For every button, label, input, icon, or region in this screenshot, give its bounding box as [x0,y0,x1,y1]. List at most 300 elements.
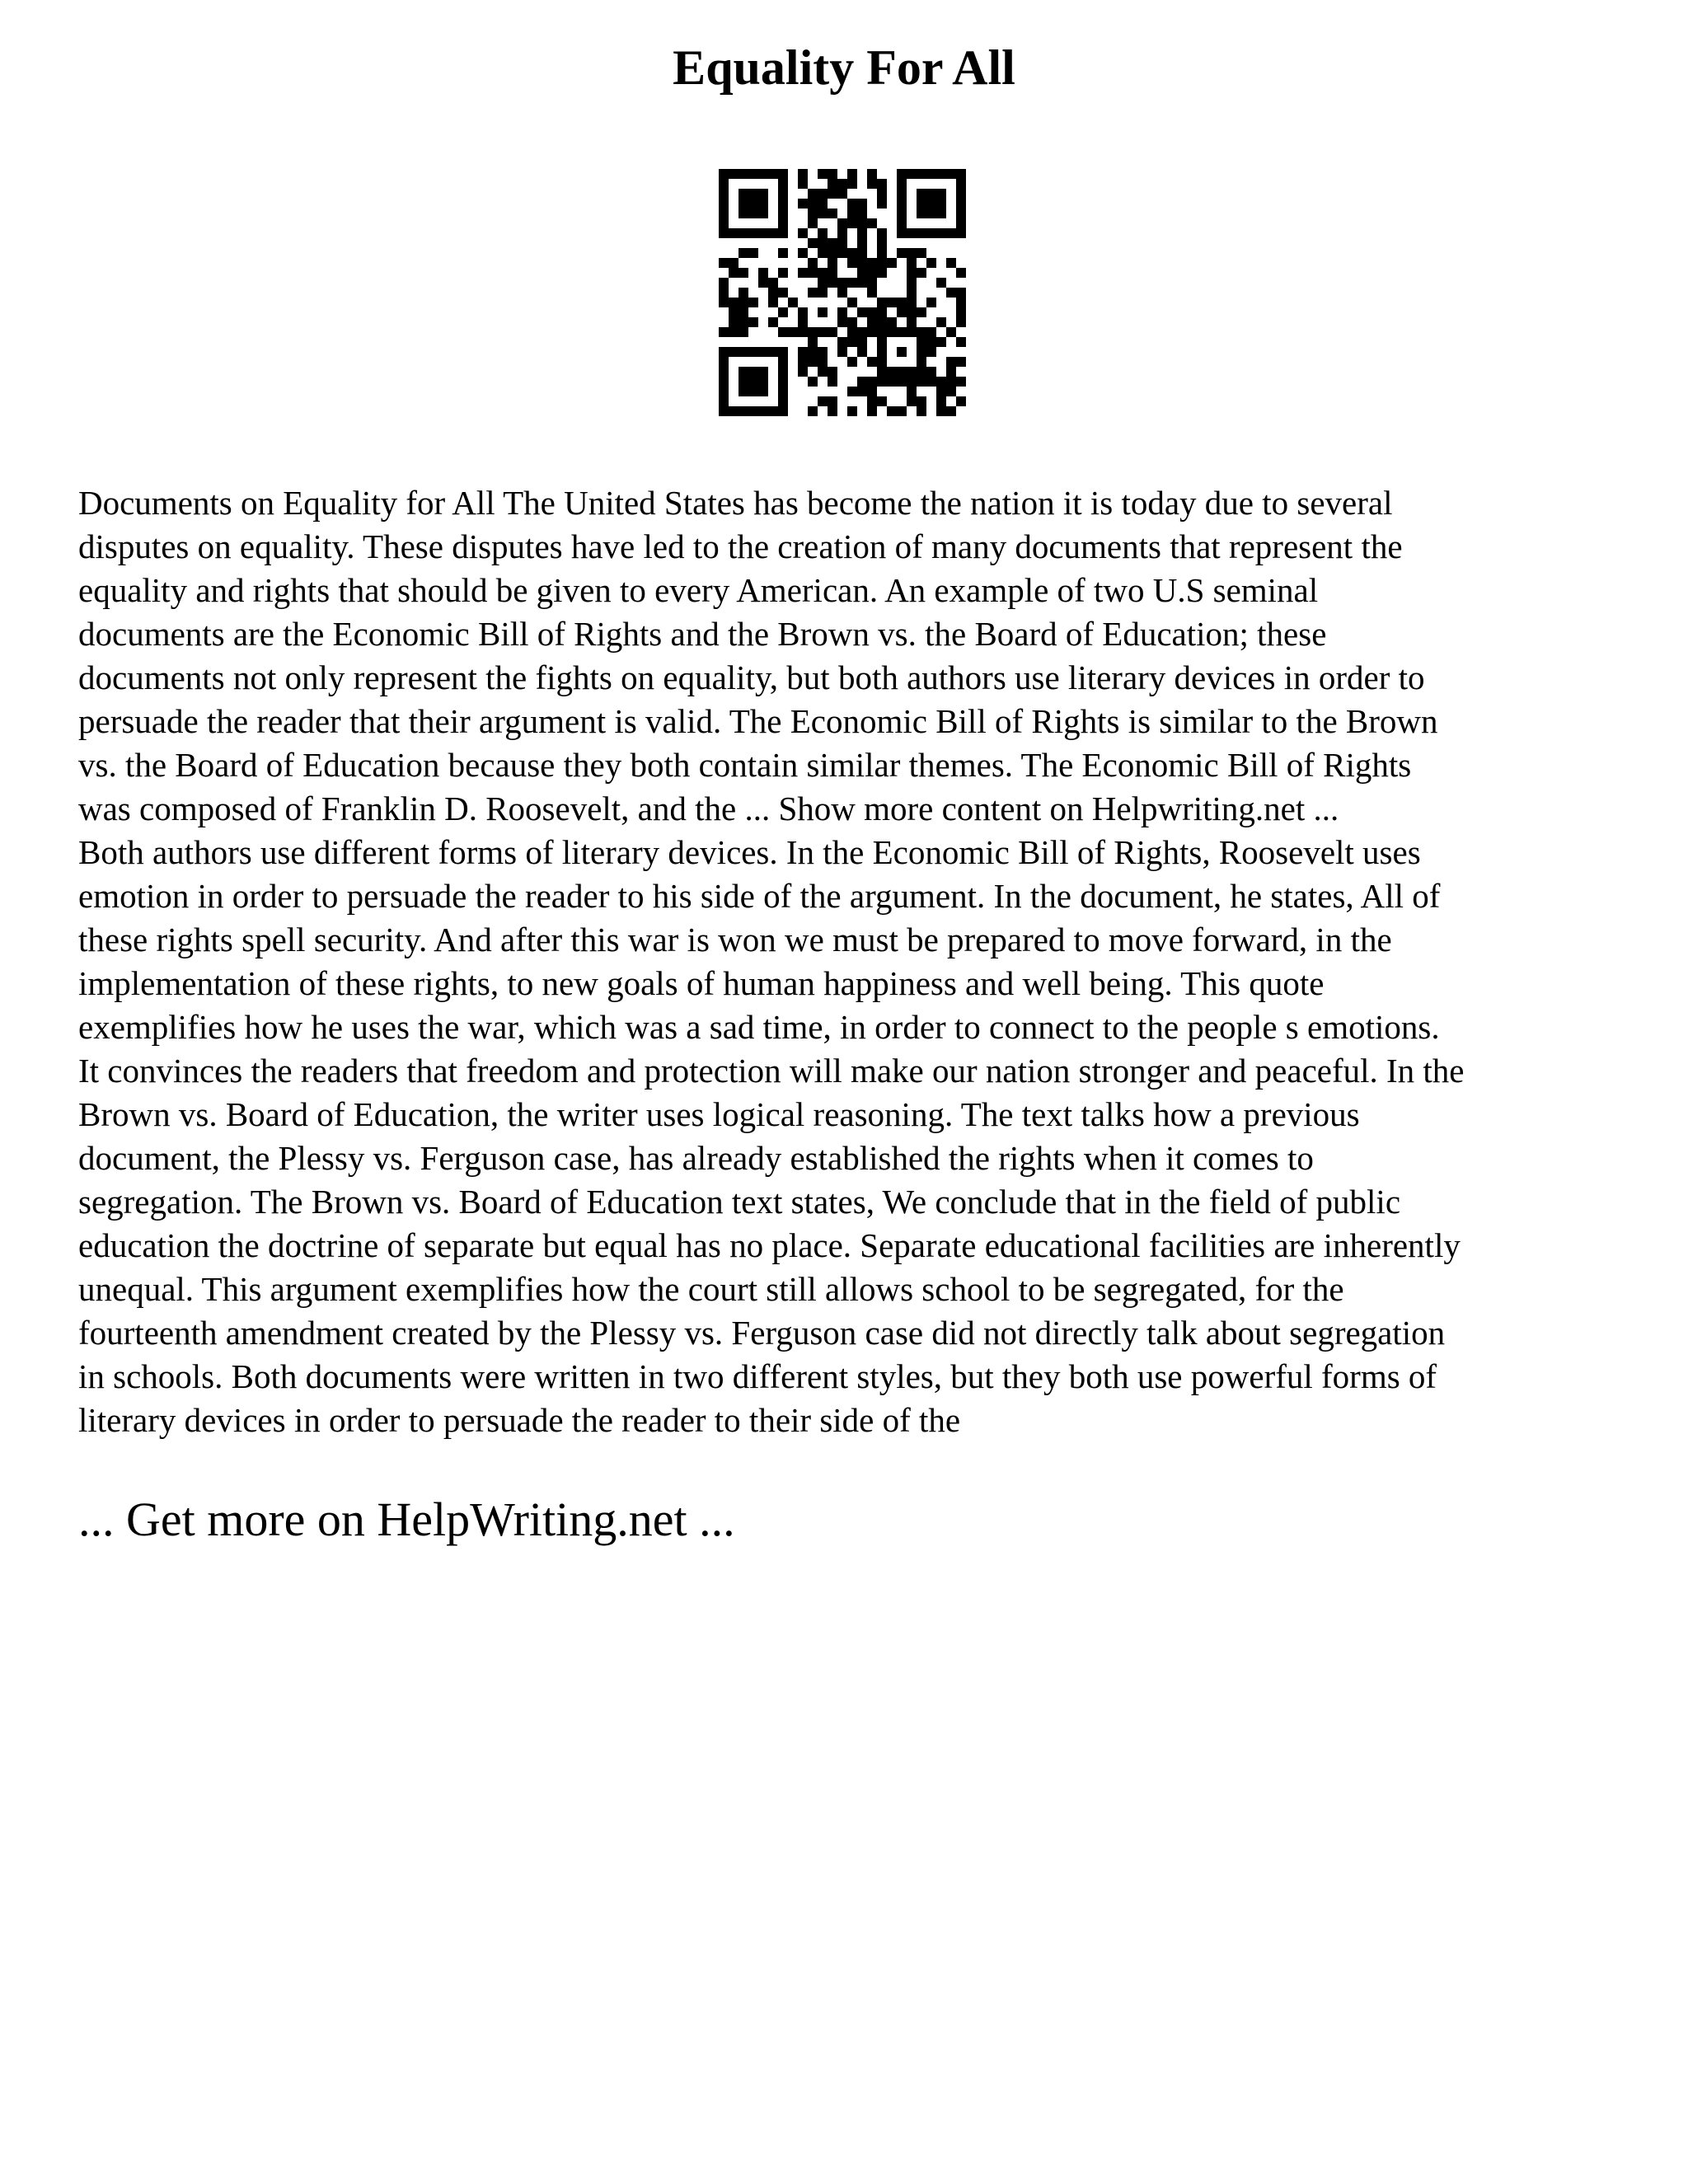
page-title: Equality For All [673,40,1015,95]
qr-module [867,218,877,228]
qr-module [917,268,926,278]
qr-module [818,278,828,288]
qr-module [926,169,936,179]
qr-module [788,298,798,307]
qr-module [956,268,966,278]
qr-module [926,228,936,238]
qr-module [748,169,758,179]
qr-module [917,367,926,377]
qr-module [758,377,768,387]
qr-module [956,199,966,209]
qr-module [778,248,788,258]
qr-module [768,228,778,238]
qr-module [719,209,729,218]
qr-module [887,406,897,416]
qr-module [956,218,966,228]
qr-module [956,377,966,387]
qr-module [877,258,887,268]
qr-module [837,307,847,317]
qr-module [897,248,907,258]
qr-module [719,377,729,387]
qr-module [926,298,936,307]
qr-module [738,387,748,396]
qr-module [867,387,877,396]
qr-module [738,288,748,298]
qr-module [887,327,897,337]
qr-module [877,357,887,367]
qr-module [748,367,758,377]
qr-module [907,307,917,317]
qr-module [946,357,956,367]
qr-module [917,337,926,347]
qr-module [857,377,867,387]
qr-module [729,347,738,357]
qr-module [808,327,818,337]
qr-module [778,367,788,377]
qr-module [936,406,946,416]
qr-module [758,228,768,238]
qr-module [798,248,808,258]
qr-module [738,377,748,387]
qr-module [946,377,956,387]
qr-module [877,268,887,278]
qr-module [758,199,768,209]
qr-module [818,199,828,209]
qr-module [729,298,738,307]
qr-module [828,406,837,416]
qr-module [857,248,867,258]
qr-module [877,367,887,377]
qr-module [946,327,956,337]
qr-module [738,347,748,357]
qr-module [936,228,946,238]
qr-module [907,317,917,327]
qr-module [818,238,828,248]
qr-module [847,317,857,327]
qr-module [778,189,788,199]
qr-module [828,189,837,199]
qr-module [738,169,748,179]
qr-module [877,317,887,327]
qr-module [729,169,738,179]
qr-module [828,367,837,377]
qr-module [828,169,837,179]
qr-module [917,327,926,337]
qr-module [798,367,808,377]
qr-module [857,327,867,337]
qr-module [748,248,758,258]
qr-module [917,169,926,179]
qr-module [778,327,788,337]
qr-module [907,367,917,377]
qr-module [877,199,887,209]
qr-module [788,327,798,337]
qr-module [956,307,966,317]
qr-module [917,307,926,317]
qr-module [758,268,768,278]
qr-module [758,347,768,357]
qr-module [877,238,887,248]
qr-module [808,268,818,278]
qr-module [887,367,897,377]
qr-module [808,357,818,367]
qr-module [828,377,837,387]
qr-module [877,307,887,317]
qr-module [956,189,966,199]
qr-module [867,396,877,406]
qr-module [818,288,828,298]
qr-module [729,406,738,416]
qr-module [778,268,788,278]
qr-code-icon[interactable] [719,169,966,416]
qr-module [828,258,837,268]
qr-module [897,169,907,179]
qr-module [857,258,867,268]
qr-module [738,228,748,238]
qr-module [808,377,818,387]
qr-module [778,406,788,416]
qr-module [887,298,897,307]
qr-module [936,396,946,406]
get-more-link[interactable]: ... Get more on HelpWriting.net ... [78,1493,735,1546]
qr-module [748,347,758,357]
qr-module [847,278,857,288]
qr-module [917,199,926,209]
qr-module [828,248,837,258]
qr-module [738,248,748,258]
qr-module [877,396,887,406]
qr-module [907,387,917,396]
qr-module [917,357,926,367]
qr-module [946,258,956,268]
qr-module [926,189,936,199]
qr-module [798,317,808,327]
qr-module [847,406,857,416]
qr-module [897,209,907,218]
qr-module [847,298,857,307]
qr-module [837,238,847,248]
qr-module [946,288,956,298]
qr-module [847,209,857,218]
qr-module [837,288,847,298]
qr-module [907,396,917,406]
qr-module [897,298,907,307]
qr-module [837,189,847,199]
qr-module [719,298,729,307]
qr-module [837,179,847,189]
qr-module [719,327,729,337]
qr-module [748,228,758,238]
qr-module [917,377,926,387]
qr-module [729,258,738,268]
qr-module [897,377,907,387]
qr-module [936,387,946,396]
qr-module [857,278,867,288]
qr-module [956,298,966,307]
qr-module [719,396,729,406]
qr-module [778,199,788,209]
qr-module [758,169,768,179]
qr-module [798,357,808,367]
qr-module [926,327,936,337]
qr-module [897,199,907,209]
qr-module [857,337,867,347]
qr-module [936,278,946,288]
qr-module [887,377,897,387]
qr-module [837,218,847,228]
qr-module [719,169,729,179]
qr-module [867,357,877,367]
qr-module [946,387,956,396]
qr-module [956,179,966,189]
qr-module [738,209,748,218]
qr-module [828,209,837,218]
qr-module [917,248,926,258]
qr-module [907,288,917,298]
qr-module [808,218,818,228]
qr-module [719,288,729,298]
qr-module [768,298,778,307]
qr-module [867,377,877,387]
qr-module [837,347,847,357]
qr-module [917,228,926,238]
qr-module [887,258,897,268]
qr-module [828,278,837,288]
qr-module [719,387,729,396]
qr-module [818,209,828,218]
qr-module [768,288,778,298]
qr-module [719,347,729,357]
qr-module [808,406,818,416]
qr-module [926,209,936,218]
qr-module [956,357,966,367]
qr-module [917,396,926,406]
qr-module [818,307,828,317]
qr-module [778,209,788,218]
qr-module [837,337,847,347]
qr-module [738,317,748,327]
qr-module [867,268,877,278]
qr-module [877,347,887,357]
qr-module [956,209,966,218]
qr-module [867,278,877,288]
qr-module [798,169,808,179]
qr-module [946,367,956,377]
qr-module [738,199,748,209]
qr-module [917,406,926,416]
qr-module [907,268,917,278]
qr-module [847,218,857,228]
qr-module [897,307,907,317]
qr-module [719,228,729,238]
qr-module [748,199,758,209]
qr-module [936,377,946,387]
qr-module [719,406,729,416]
qr-module [768,169,778,179]
qr-module [917,347,926,357]
qr-module [877,298,887,307]
qr-module [738,298,748,307]
qr-module [867,169,877,179]
qr-module [828,268,837,278]
qr-module [768,406,778,416]
qr-module [867,317,877,327]
qr-module [907,248,917,258]
qr-module [758,189,768,199]
qr-module [719,199,729,209]
qr-module [758,387,768,396]
qr-module [798,327,808,337]
qr-module [748,406,758,416]
qr-module [729,317,738,327]
qr-module [808,209,818,218]
qr-module [847,179,857,189]
qr-module [778,396,788,406]
qr-module [778,169,788,179]
qr-module [818,327,828,337]
qr-module [818,367,828,377]
qr-module [847,387,857,396]
qr-module [837,248,847,258]
qr-module [808,238,818,248]
qr-module [926,367,936,377]
qr-module [798,179,808,189]
qr-module [897,218,907,228]
qr-module [897,367,907,377]
qr-module [719,357,729,367]
qr-module [926,337,936,347]
qr-module [867,406,877,416]
qr-module [956,396,966,406]
qr-module [907,377,917,387]
qr-module [729,327,738,337]
qr-module [907,327,917,337]
qr-module [818,189,828,199]
qr-module [847,258,857,268]
qr-module [926,377,936,387]
qr-module [828,327,837,337]
qr-module [818,347,828,357]
qr-module [758,209,768,218]
qr-module [748,377,758,387]
qr-module [936,209,946,218]
qr-module [748,209,758,218]
qr-module [768,317,778,327]
qr-module [907,228,917,238]
qr-module [798,307,808,317]
qr-module [818,248,828,258]
qr-module [778,307,788,317]
qr-module [778,347,788,357]
qr-module [778,228,788,238]
qr-module [907,258,917,268]
qr-module [936,189,946,199]
qr-module [828,396,837,406]
qr-module [897,406,907,416]
qr-module [738,406,748,416]
qr-module [907,298,917,307]
qr-module [738,367,748,377]
qr-module [748,317,758,327]
qr-module [719,189,729,199]
qr-module [956,337,966,347]
qr-module [738,189,748,199]
qr-module [748,298,758,307]
qr-module [867,307,877,317]
body-text: Documents on Equality for All The United States has become the nation it is today due to several disputes on equality. These disputes have led to the creation of many documents that represent the equality and rights that should be given to every American. An example of two U.S seminal documents are the Economic Bill of Rights and the Brown vs. the Board of Education; these documents not only represent the fights on equality, but both authors use literary devices in order to persuade the reader that their argument is valid. The Economic Bill of Rights is similar to the Brown vs. the Board of Education because they both contain similar themes. The Economic Bill of Rights was composed of Franklin D. Roosevelt, and the ... Show more content on Helpwriting.net ... Both authors use different forms of literary devices. In the Economic Bill of Rights, Roosevelt uses emotion in order to persuade the reader to his side of the argument. In the document, he states, All of these rights spell security. And after this war is won we must be prepared to move forward, in the implementation of these rights, to new goals of human happiness and well being. This quote exemplifies how he uses the war, which was a sad time, in order to connect to the people s emotions. It convinces the readers that freedom and protection will make our nation stronger and peaceful. In the Brown vs. Board of Education, the writer uses logical reasoning. The text talks how a previous document, the Plessy vs. Ferguson case, has already established the rights when it comes to segregation. The Brown vs. Board of Education text states, We conclude that in the field of public education the doctrine of separate but equal has no place. Separate educational facilities are inherently unequal. This argument exemplifies how the court still allows school to be segregated, for the fourteenth amendment created by the Plessy vs. Ferguson case did not directly talk about segregation in schools. Both documents were written in two different styles, but they both use powerful forms of literary devices in order to persuade the reader to their side of the [78,484,1465,1439]
qr-module [956,169,966,179]
qr-module [956,228,966,238]
qr-module [808,288,818,298]
qr-module [877,189,887,199]
qr-module [857,387,867,396]
qr-module [798,228,808,238]
qr-module [857,347,867,357]
qr-module [768,278,778,288]
qr-module [798,347,808,357]
qr-module [867,288,877,298]
qr-module [946,406,956,416]
qr-module [877,327,887,337]
qr-module [847,357,857,367]
qr-module [798,199,808,209]
qr-module [748,387,758,396]
qr-module [738,268,748,278]
qr-module [877,179,887,189]
qr-module [936,317,946,327]
qr-code-graphic [719,169,966,416]
qr-module [946,228,956,238]
qr-module [857,268,867,278]
qr-module [719,179,729,189]
qr-module [926,199,936,209]
qr-module [818,357,828,367]
qr-module [828,179,837,189]
qr-module [857,199,867,209]
qr-module [719,218,729,228]
qr-module [867,258,877,268]
qr-module [778,288,788,298]
qr-module [729,228,738,238]
qr-module [956,288,966,298]
qr-module [818,228,828,238]
qr-module [738,327,748,337]
qr-module [778,218,788,228]
qr-module [926,347,936,357]
qr-module [808,189,818,199]
qr-module [768,347,778,357]
qr-module [758,278,768,288]
qr-module [818,396,828,406]
qr-module [837,317,847,327]
qr-module [857,228,867,238]
qr-module [837,228,847,238]
qr-module [917,189,926,199]
qr-module [897,179,907,189]
qr-module [729,307,738,317]
qr-module [798,268,808,278]
qr-module [719,278,729,288]
qr-module [818,169,828,179]
qr-module [887,317,897,327]
qr-module [917,209,926,218]
qr-module [926,258,936,268]
qr-module [857,238,867,248]
qr-module [837,278,847,288]
qr-module [719,367,729,377]
qr-module [808,199,818,209]
qr-module [847,248,857,258]
